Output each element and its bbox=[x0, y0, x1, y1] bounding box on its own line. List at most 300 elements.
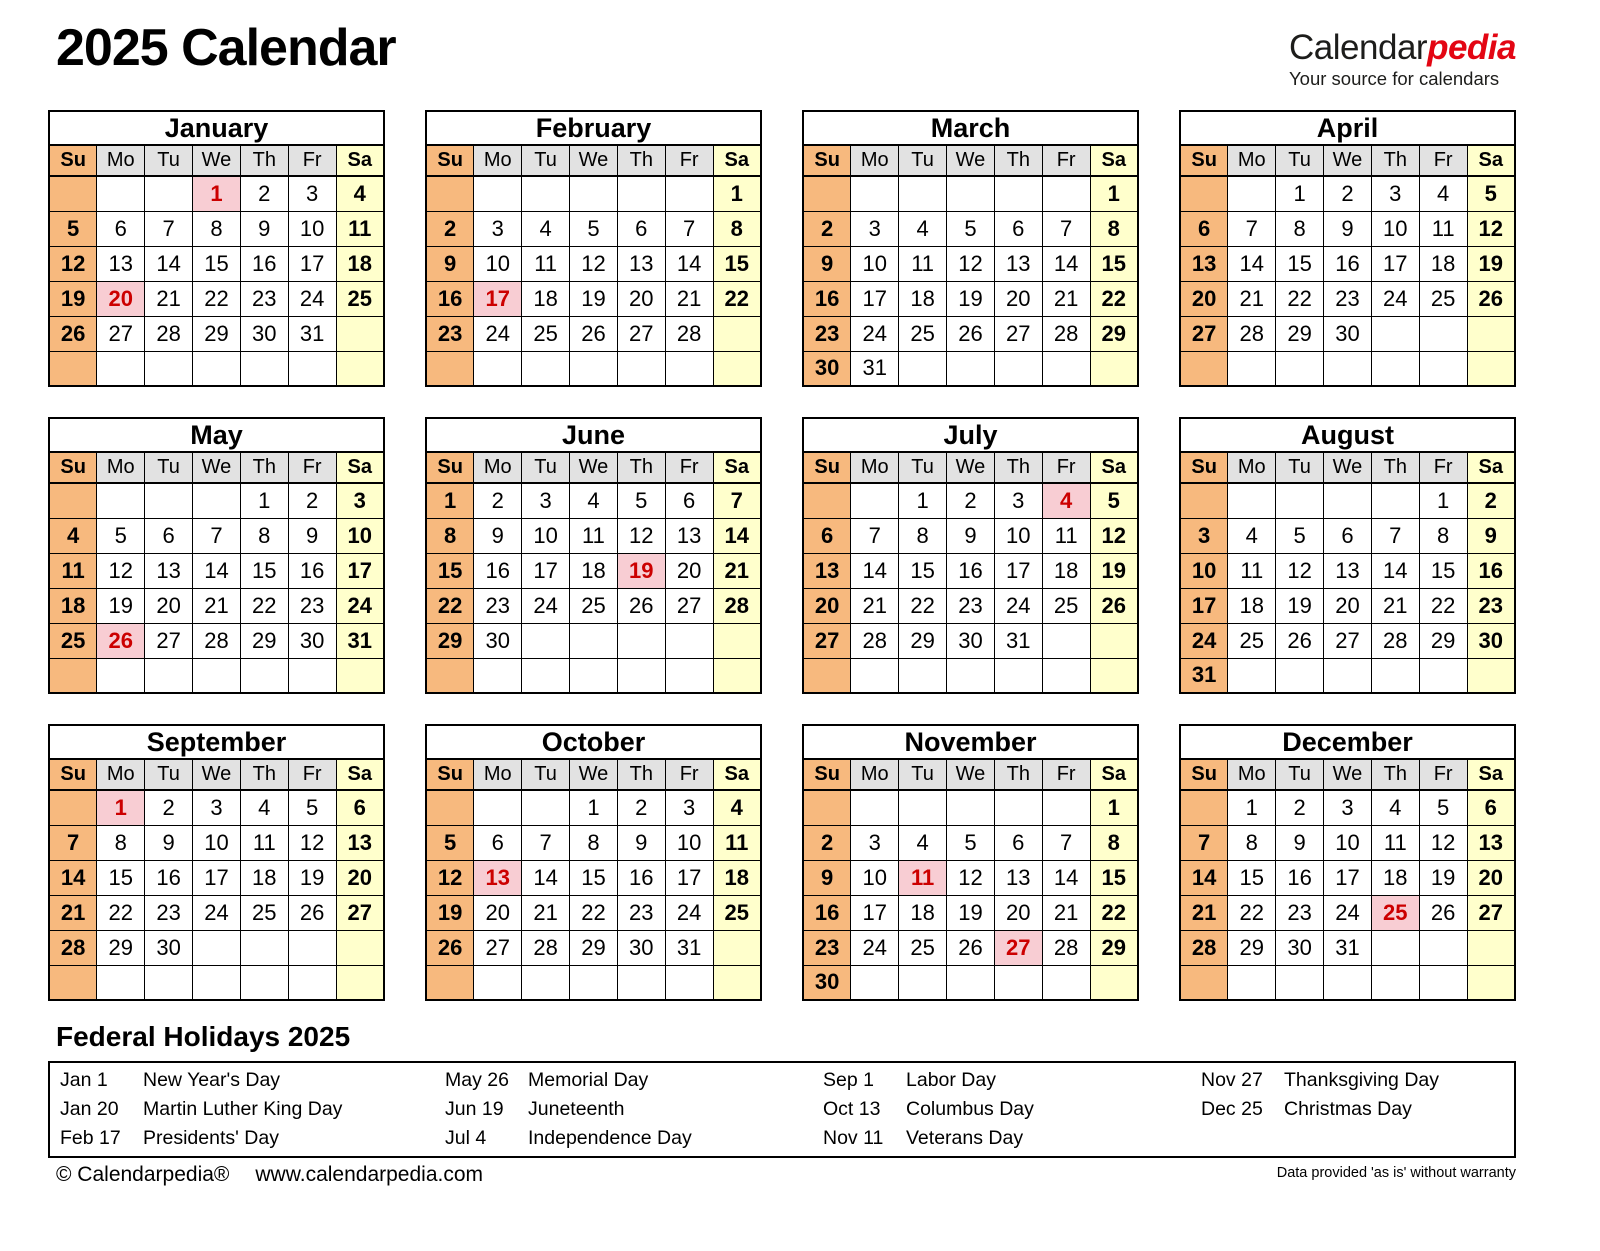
day-cell-may-12: 12 bbox=[97, 553, 145, 588]
day-header-mo: Mo bbox=[851, 145, 899, 176]
day-cell-july-6: 6 bbox=[803, 518, 851, 553]
day-header-we: We bbox=[193, 145, 241, 176]
day-cell-june-18: 18 bbox=[570, 553, 618, 588]
holiday-date: Dec 25 bbox=[1201, 1098, 1263, 1120]
day-header-tu: Tu bbox=[522, 759, 570, 790]
day-cell-january-15: 15 bbox=[193, 246, 241, 281]
day-cell-april-30: 30 bbox=[1324, 316, 1372, 351]
day-cell-march-28: 28 bbox=[1042, 316, 1090, 351]
day-cell-empty bbox=[522, 658, 570, 693]
day-cell-october-6: 6 bbox=[474, 825, 522, 860]
day-cell-empty bbox=[713, 658, 761, 693]
day-header-su: Su bbox=[803, 759, 851, 790]
day-cell-march-7: 7 bbox=[1042, 211, 1090, 246]
day-cell-january-26: 26 bbox=[49, 316, 97, 351]
day-cell-empty bbox=[617, 176, 665, 211]
day-header-mo: Mo bbox=[474, 145, 522, 176]
day-cell-january-8: 8 bbox=[193, 211, 241, 246]
day-header-we: We bbox=[570, 452, 618, 483]
day-cell-empty bbox=[1467, 930, 1515, 965]
day-cell-october-1: 1 bbox=[570, 790, 618, 825]
day-cell-empty bbox=[336, 658, 384, 693]
day-cell-empty bbox=[97, 658, 145, 693]
day-header-tu: Tu bbox=[1276, 145, 1324, 176]
day-cell-october-4: 4 bbox=[713, 790, 761, 825]
day-header-sa: Sa bbox=[336, 759, 384, 790]
day-header-th: Th bbox=[240, 145, 288, 176]
day-cell-empty bbox=[1090, 658, 1138, 693]
day-cell-empty bbox=[1228, 176, 1276, 211]
month-november bbox=[802, 724, 1139, 1001]
day-cell-empty bbox=[288, 658, 336, 693]
day-cell-may-2: 2 bbox=[288, 483, 336, 518]
day-cell-empty bbox=[803, 790, 851, 825]
day-cell-december-4: 4 bbox=[1371, 790, 1419, 825]
holiday-name: Christmas Day bbox=[1284, 1098, 1412, 1120]
day-cell-october-9: 9 bbox=[617, 825, 665, 860]
day-cell-may-29: 29 bbox=[240, 623, 288, 658]
day-cell-empty bbox=[1371, 351, 1419, 386]
day-header-fr: Fr bbox=[288, 759, 336, 790]
day-cell-may-11: 11 bbox=[49, 553, 97, 588]
day-cell-november-13: 13 bbox=[994, 860, 1042, 895]
day-header-tu: Tu bbox=[1276, 452, 1324, 483]
day-cell-february-9: 9 bbox=[426, 246, 474, 281]
day-header-sa: Sa bbox=[1090, 145, 1138, 176]
day-cell-may-16: 16 bbox=[288, 553, 336, 588]
day-cell-empty bbox=[426, 351, 474, 386]
day-cell-march-8: 8 bbox=[1090, 211, 1138, 246]
day-cell-december-18: 18 bbox=[1371, 860, 1419, 895]
day-cell-march-19: 19 bbox=[947, 281, 995, 316]
day-cell-october-18: 18 bbox=[713, 860, 761, 895]
day-cell-march-22: 22 bbox=[1090, 281, 1138, 316]
day-cell-november-9: 9 bbox=[803, 860, 851, 895]
day-cell-september-20: 20 bbox=[336, 860, 384, 895]
day-cell-september-2: 2 bbox=[145, 790, 193, 825]
month-title: November bbox=[803, 725, 1138, 759]
day-cell-october-22: 22 bbox=[570, 895, 618, 930]
day-cell-february-10: 10 bbox=[474, 246, 522, 281]
day-cell-february-13: 13 bbox=[617, 246, 665, 281]
day-cell-april-29: 29 bbox=[1276, 316, 1324, 351]
day-cell-empty bbox=[1042, 658, 1090, 693]
day-header-th: Th bbox=[994, 145, 1042, 176]
holiday-date: Nov 11 bbox=[823, 1127, 884, 1149]
day-cell-april-5: 5 bbox=[1467, 176, 1515, 211]
footer-copyright: © Calendarpedia® bbox=[56, 1163, 230, 1186]
day-cell-empty bbox=[426, 176, 474, 211]
day-cell-november-21: 21 bbox=[1042, 895, 1090, 930]
day-cell-november-1: 1 bbox=[1090, 790, 1138, 825]
day-cell-empty bbox=[193, 351, 241, 386]
month-october bbox=[425, 724, 762, 1001]
day-cell-april-13: 13 bbox=[1180, 246, 1228, 281]
day-cell-january-13: 13 bbox=[97, 246, 145, 281]
day-cell-august-29: 29 bbox=[1419, 623, 1467, 658]
day-header-fr: Fr bbox=[665, 452, 713, 483]
day-cell-november-19: 19 bbox=[947, 895, 995, 930]
day-cell-june-27: 27 bbox=[665, 588, 713, 623]
day-cell-august-21: 21 bbox=[1371, 588, 1419, 623]
day-header-fr: Fr bbox=[1419, 452, 1467, 483]
day-header-mo: Mo bbox=[97, 759, 145, 790]
day-cell-empty bbox=[49, 658, 97, 693]
day-cell-empty bbox=[474, 176, 522, 211]
day-cell-empty bbox=[994, 790, 1042, 825]
day-cell-december-3: 3 bbox=[1324, 790, 1372, 825]
day-cell-august-31: 31 bbox=[1180, 658, 1228, 693]
day-cell-october-2: 2 bbox=[617, 790, 665, 825]
day-cell-empty bbox=[1371, 965, 1419, 1000]
day-cell-may-18: 18 bbox=[49, 588, 97, 623]
day-cell-empty bbox=[49, 351, 97, 386]
day-cell-january-31: 31 bbox=[288, 316, 336, 351]
day-cell-february-1: 1 bbox=[713, 176, 761, 211]
day-cell-january-16: 16 bbox=[240, 246, 288, 281]
day-cell-may-8: 8 bbox=[240, 518, 288, 553]
holiday-name: New Year's Day bbox=[143, 1069, 281, 1091]
day-cell-august-22: 22 bbox=[1419, 588, 1467, 623]
day-cell-january-11: 11 bbox=[336, 211, 384, 246]
day-cell-april-23: 23 bbox=[1324, 281, 1372, 316]
day-cell-august-16: 16 bbox=[1467, 553, 1515, 588]
holiday-name: Independence Day bbox=[528, 1127, 692, 1149]
day-header-su: Su bbox=[1180, 145, 1228, 176]
day-cell-september-9: 9 bbox=[145, 825, 193, 860]
day-cell-december-9: 9 bbox=[1276, 825, 1324, 860]
day-cell-september-5: 5 bbox=[288, 790, 336, 825]
day-cell-april-15: 15 bbox=[1276, 246, 1324, 281]
day-cell-july-28: 28 bbox=[851, 623, 899, 658]
month-april bbox=[1179, 110, 1516, 387]
holiday-column-1 bbox=[50, 1066, 435, 1153]
day-cell-june-11: 11 bbox=[570, 518, 618, 553]
day-cell-december-15: 15 bbox=[1228, 860, 1276, 895]
day-cell-empty bbox=[193, 483, 241, 518]
day-cell-february-14: 14 bbox=[665, 246, 713, 281]
day-cell-empty bbox=[426, 790, 474, 825]
day-cell-empty bbox=[474, 658, 522, 693]
day-cell-march-30: 30 bbox=[803, 351, 851, 386]
day-cell-december-8: 8 bbox=[1228, 825, 1276, 860]
day-cell-empty bbox=[474, 790, 522, 825]
brand-wordmark bbox=[1289, 30, 1516, 67]
day-header-tu: Tu bbox=[1276, 759, 1324, 790]
day-header-mo: Mo bbox=[1228, 145, 1276, 176]
day-cell-february-22: 22 bbox=[713, 281, 761, 316]
day-cell-empty bbox=[288, 351, 336, 386]
day-cell-empty bbox=[1276, 483, 1324, 518]
month-february bbox=[425, 110, 762, 387]
day-cell-august-19: 19 bbox=[1276, 588, 1324, 623]
day-cell-november-15: 15 bbox=[1090, 860, 1138, 895]
day-cell-empty bbox=[947, 965, 995, 1000]
day-cell-february-7: 7 bbox=[665, 211, 713, 246]
day-cell-november-30: 30 bbox=[803, 965, 851, 1000]
day-header-sa: Sa bbox=[336, 452, 384, 483]
day-header-th: Th bbox=[617, 452, 665, 483]
day-cell-empty bbox=[617, 623, 665, 658]
day-cell-february-11: 11 bbox=[522, 246, 570, 281]
day-cell-september-17: 17 bbox=[193, 860, 241, 895]
holiday-name: Juneteenth bbox=[528, 1098, 625, 1120]
day-header-su: Su bbox=[49, 145, 97, 176]
day-cell-january-19: 19 bbox=[49, 281, 97, 316]
day-cell-may-10: 10 bbox=[336, 518, 384, 553]
day-cell-empty bbox=[570, 965, 618, 1000]
day-cell-december-17: 17 bbox=[1324, 860, 1372, 895]
day-cell-march-24: 24 bbox=[851, 316, 899, 351]
day-cell-april-24: 24 bbox=[1371, 281, 1419, 316]
day-cell-march-31: 31 bbox=[851, 351, 899, 386]
day-cell-october-3: 3 bbox=[665, 790, 713, 825]
day-cell-empty bbox=[1228, 965, 1276, 1000]
day-cell-empty bbox=[617, 658, 665, 693]
day-cell-january-5: 5 bbox=[49, 211, 97, 246]
day-header-sa: Sa bbox=[1090, 452, 1138, 483]
day-cell-august-18: 18 bbox=[1228, 588, 1276, 623]
day-cell-february-3: 3 bbox=[474, 211, 522, 246]
day-cell-empty bbox=[851, 965, 899, 1000]
day-cell-march-11: 11 bbox=[899, 246, 947, 281]
day-header-th: Th bbox=[617, 145, 665, 176]
day-cell-april-6: 6 bbox=[1180, 211, 1228, 246]
day-header-mo: Mo bbox=[851, 759, 899, 790]
day-cell-august-23: 23 bbox=[1467, 588, 1515, 623]
day-cell-december-31: 31 bbox=[1324, 930, 1372, 965]
day-cell-january-7: 7 bbox=[145, 211, 193, 246]
day-cell-empty bbox=[1228, 483, 1276, 518]
day-cell-october-13: 13 bbox=[474, 860, 522, 895]
day-cell-april-8: 8 bbox=[1276, 211, 1324, 246]
day-cell-april-21: 21 bbox=[1228, 281, 1276, 316]
day-cell-august-17: 17 bbox=[1180, 588, 1228, 623]
month-title: July bbox=[803, 418, 1138, 452]
day-cell-august-3: 3 bbox=[1180, 518, 1228, 553]
day-cell-november-17: 17 bbox=[851, 895, 899, 930]
month-title: April bbox=[1180, 111, 1515, 145]
month-may bbox=[48, 417, 385, 694]
day-cell-may-20: 20 bbox=[145, 588, 193, 623]
day-header-su: Su bbox=[803, 145, 851, 176]
day-header-we: We bbox=[1324, 759, 1372, 790]
day-cell-august-5: 5 bbox=[1276, 518, 1324, 553]
day-cell-june-10: 10 bbox=[522, 518, 570, 553]
month-title: June bbox=[426, 418, 761, 452]
page-title: 2025 Calendar bbox=[56, 19, 396, 77]
day-header-sa: Sa bbox=[713, 759, 761, 790]
day-cell-june-15: 15 bbox=[426, 553, 474, 588]
day-cell-october-29: 29 bbox=[570, 930, 618, 965]
day-cell-empty bbox=[570, 658, 618, 693]
day-cell-november-10: 10 bbox=[851, 860, 899, 895]
holiday-column-4 bbox=[1191, 1066, 1514, 1124]
day-cell-august-6: 6 bbox=[1324, 518, 1372, 553]
day-cell-march-5: 5 bbox=[947, 211, 995, 246]
day-header-we: We bbox=[570, 759, 618, 790]
day-cell-june-4: 4 bbox=[570, 483, 618, 518]
day-cell-empty bbox=[803, 658, 851, 693]
day-cell-august-30: 30 bbox=[1467, 623, 1515, 658]
day-cell-december-29: 29 bbox=[1228, 930, 1276, 965]
day-cell-empty bbox=[1324, 351, 1372, 386]
day-cell-january-17: 17 bbox=[288, 246, 336, 281]
brand-tagline: Your source for calendars bbox=[1289, 67, 1500, 89]
day-cell-september-19: 19 bbox=[288, 860, 336, 895]
day-cell-may-3: 3 bbox=[336, 483, 384, 518]
day-cell-april-18: 18 bbox=[1419, 246, 1467, 281]
day-cell-january-30: 30 bbox=[240, 316, 288, 351]
day-cell-october-28: 28 bbox=[522, 930, 570, 965]
day-cell-empty bbox=[899, 351, 947, 386]
day-cell-december-24: 24 bbox=[1324, 895, 1372, 930]
month-title: March bbox=[803, 111, 1138, 145]
day-cell-march-18: 18 bbox=[899, 281, 947, 316]
day-cell-empty bbox=[1324, 965, 1372, 1000]
holiday-entry bbox=[435, 1066, 813, 1095]
day-cell-empty bbox=[426, 965, 474, 1000]
day-cell-december-25: 25 bbox=[1371, 895, 1419, 930]
day-cell-december-28: 28 bbox=[1180, 930, 1228, 965]
day-cell-june-6: 6 bbox=[665, 483, 713, 518]
day-cell-empty bbox=[240, 351, 288, 386]
day-cell-empty bbox=[145, 176, 193, 211]
day-cell-february-12: 12 bbox=[570, 246, 618, 281]
day-cell-december-10: 10 bbox=[1324, 825, 1372, 860]
day-cell-empty bbox=[851, 658, 899, 693]
day-cell-september-24: 24 bbox=[193, 895, 241, 930]
day-cell-march-17: 17 bbox=[851, 281, 899, 316]
day-header-su: Su bbox=[1180, 759, 1228, 790]
day-cell-empty bbox=[1419, 351, 1467, 386]
day-cell-may-30: 30 bbox=[288, 623, 336, 658]
day-header-mo: Mo bbox=[1228, 759, 1276, 790]
day-cell-april-10: 10 bbox=[1371, 211, 1419, 246]
day-cell-empty bbox=[336, 316, 384, 351]
day-cell-june-1: 1 bbox=[426, 483, 474, 518]
day-cell-empty bbox=[1180, 483, 1228, 518]
day-cell-empty bbox=[851, 790, 899, 825]
day-cell-november-22: 22 bbox=[1090, 895, 1138, 930]
day-cell-september-14: 14 bbox=[49, 860, 97, 895]
month-title: February bbox=[426, 111, 761, 145]
day-cell-october-5: 5 bbox=[426, 825, 474, 860]
day-header-sa: Sa bbox=[1467, 759, 1515, 790]
day-cell-august-27: 27 bbox=[1324, 623, 1372, 658]
day-cell-december-11: 11 bbox=[1371, 825, 1419, 860]
day-cell-empty bbox=[1276, 658, 1324, 693]
day-cell-february-20: 20 bbox=[617, 281, 665, 316]
day-cell-empty bbox=[570, 623, 618, 658]
day-cell-july-21: 21 bbox=[851, 588, 899, 623]
day-header-we: We bbox=[570, 145, 618, 176]
day-cell-june-28: 28 bbox=[713, 588, 761, 623]
day-cell-december-7: 7 bbox=[1180, 825, 1228, 860]
day-cell-march-2: 2 bbox=[803, 211, 851, 246]
day-cell-february-15: 15 bbox=[713, 246, 761, 281]
day-cell-march-15: 15 bbox=[1090, 246, 1138, 281]
day-header-th: Th bbox=[240, 452, 288, 483]
holiday-entry bbox=[813, 1095, 1191, 1124]
day-header-we: We bbox=[193, 759, 241, 790]
day-cell-empty bbox=[240, 658, 288, 693]
day-cell-december-6: 6 bbox=[1467, 790, 1515, 825]
holiday-entry bbox=[1191, 1095, 1514, 1124]
day-header-th: Th bbox=[617, 759, 665, 790]
month-title: August bbox=[1180, 418, 1515, 452]
page-header bbox=[0, 0, 1600, 110]
day-cell-empty bbox=[193, 658, 241, 693]
day-cell-july-10: 10 bbox=[994, 518, 1042, 553]
day-cell-january-1: 1 bbox=[193, 176, 241, 211]
day-cell-january-12: 12 bbox=[49, 246, 97, 281]
day-header-fr: Fr bbox=[288, 145, 336, 176]
day-cell-april-28: 28 bbox=[1228, 316, 1276, 351]
day-cell-empty bbox=[97, 351, 145, 386]
day-header-tu: Tu bbox=[522, 452, 570, 483]
day-cell-january-25: 25 bbox=[336, 281, 384, 316]
holiday-name: Labor Day bbox=[906, 1069, 996, 1091]
day-cell-october-23: 23 bbox=[617, 895, 665, 930]
day-header-mo: Mo bbox=[1228, 452, 1276, 483]
day-header-tu: Tu bbox=[522, 145, 570, 176]
day-cell-may-9: 9 bbox=[288, 518, 336, 553]
day-cell-september-11: 11 bbox=[240, 825, 288, 860]
day-cell-may-23: 23 bbox=[288, 588, 336, 623]
day-cell-empty bbox=[1042, 176, 1090, 211]
day-header-mo: Mo bbox=[97, 452, 145, 483]
day-cell-november-2: 2 bbox=[803, 825, 851, 860]
holiday-entry bbox=[50, 1124, 435, 1153]
day-cell-july-12: 12 bbox=[1090, 518, 1138, 553]
day-cell-june-24: 24 bbox=[522, 588, 570, 623]
day-cell-empty bbox=[1228, 351, 1276, 386]
day-cell-february-25: 25 bbox=[522, 316, 570, 351]
day-header-th: Th bbox=[240, 759, 288, 790]
day-cell-empty bbox=[1180, 790, 1228, 825]
day-cell-empty bbox=[522, 623, 570, 658]
day-cell-empty bbox=[713, 316, 761, 351]
day-cell-november-5: 5 bbox=[947, 825, 995, 860]
footer-disclaimer: Data provided 'as is' without warranty bbox=[1276, 1165, 1516, 1181]
day-cell-august-28: 28 bbox=[1371, 623, 1419, 658]
day-cell-empty bbox=[336, 930, 384, 965]
day-cell-january-21: 21 bbox=[145, 281, 193, 316]
day-cell-april-7: 7 bbox=[1228, 211, 1276, 246]
month-title: October bbox=[426, 725, 761, 759]
day-cell-june-22: 22 bbox=[426, 588, 474, 623]
day-cell-july-20: 20 bbox=[803, 588, 851, 623]
day-cell-may-21: 21 bbox=[193, 588, 241, 623]
holiday-date: Jun 19 bbox=[445, 1098, 504, 1120]
day-cell-january-22: 22 bbox=[193, 281, 241, 316]
holiday-date: Oct 13 bbox=[823, 1098, 881, 1120]
day-cell-february-28: 28 bbox=[665, 316, 713, 351]
day-header-sa: Sa bbox=[713, 452, 761, 483]
day-cell-september-16: 16 bbox=[145, 860, 193, 895]
day-cell-july-13: 13 bbox=[803, 553, 851, 588]
day-cell-february-16: 16 bbox=[426, 281, 474, 316]
day-cell-empty bbox=[145, 351, 193, 386]
day-cell-august-15: 15 bbox=[1419, 553, 1467, 588]
day-cell-june-29: 29 bbox=[426, 623, 474, 658]
day-cell-january-20: 20 bbox=[97, 281, 145, 316]
day-cell-empty bbox=[1090, 965, 1138, 1000]
holiday-entry bbox=[50, 1066, 435, 1095]
day-cell-september-1: 1 bbox=[97, 790, 145, 825]
day-header-su: Su bbox=[1180, 452, 1228, 483]
